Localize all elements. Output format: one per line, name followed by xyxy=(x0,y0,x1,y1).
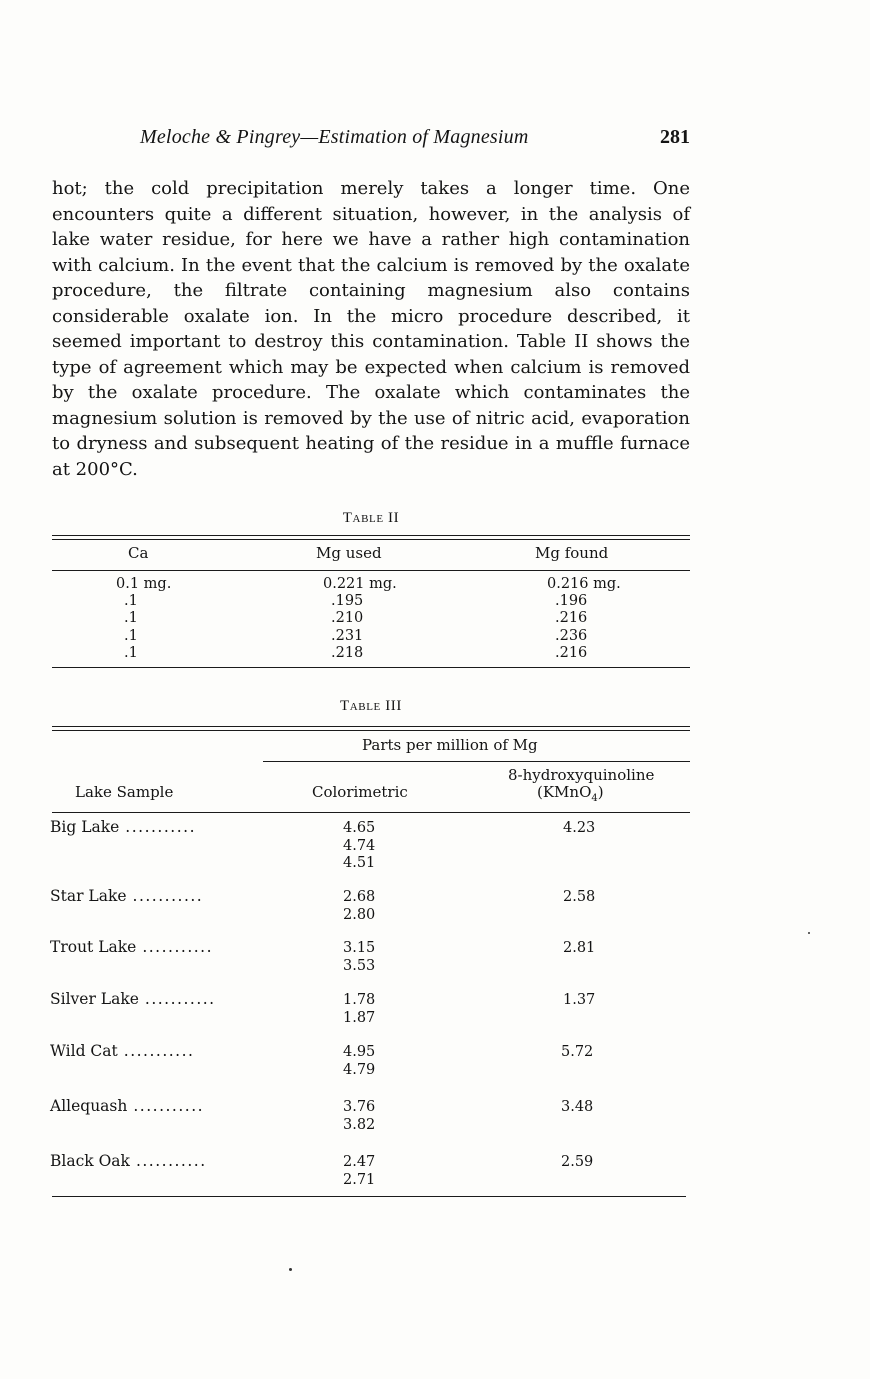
table-ii-cell: .1 xyxy=(124,610,138,627)
colorimetric-values xyxy=(343,1044,375,1079)
table-ii-cell: .216 xyxy=(555,644,588,661)
table-ii-top-rule xyxy=(52,535,690,536)
table-ii-header-rule xyxy=(52,570,690,571)
table-ii-cell: .231 xyxy=(331,627,364,644)
table-ii-cell: .1 xyxy=(124,627,138,644)
value: 3.15 xyxy=(343,940,376,956)
lake-row-star-lake xyxy=(50,887,203,905)
table-iii-header-hq-line1: 8-hydroxyquinoline xyxy=(508,766,655,784)
value: 2.47 xyxy=(343,1154,376,1170)
leader-dots: ........... xyxy=(125,818,196,836)
colorimetric-values xyxy=(343,992,375,1027)
table-ii-cell: .236 xyxy=(555,627,588,644)
leader-dots: ........... xyxy=(135,1152,207,1170)
hq-value: 4.23 xyxy=(563,820,596,836)
scan-speck xyxy=(808,932,810,934)
hq-value: 5.72 xyxy=(561,1044,594,1060)
table-iii-top-rule xyxy=(52,726,690,727)
colorimetric-values xyxy=(343,889,375,924)
table-ii-header-ca: Ca xyxy=(128,544,149,562)
lake-name: Trout Lake xyxy=(50,938,137,956)
value: 3.82 xyxy=(343,1116,376,1133)
table-ii-cell: .196 xyxy=(555,593,588,610)
lake-name: Wild Cat xyxy=(50,1042,118,1060)
value: 4.74 xyxy=(343,837,376,854)
value: 4.95 xyxy=(343,1044,376,1060)
hq-value: 2.59 xyxy=(561,1154,594,1170)
page-number: 281 xyxy=(660,126,690,148)
table-ii-col-mg-found xyxy=(547,576,621,662)
table-ii-cell: 0.1 mg. xyxy=(116,576,172,592)
table-iii-header-rule xyxy=(52,812,690,813)
scan-speck xyxy=(289,1268,292,1271)
running-title: Meloche & Pingrey—Estimation of Magnesium xyxy=(140,126,529,148)
colorimetric-values xyxy=(343,940,375,975)
table-ii-top-rule-2 xyxy=(52,539,690,540)
lake-row-trout-lake xyxy=(50,938,213,956)
table-ii-cell: .218 xyxy=(331,644,364,661)
value: 3.76 xyxy=(343,1099,376,1115)
lake-name: Big Lake xyxy=(50,818,120,836)
hq-value: 3.48 xyxy=(561,1099,594,1115)
table-ii-cell: 0.216 mg. xyxy=(547,576,621,592)
table-iii-caption: Table III xyxy=(339,698,403,714)
table-iii-header-lake: Lake Sample xyxy=(75,783,174,801)
value: 2.80 xyxy=(343,906,376,923)
table-ii-cell: 0.221 mg. xyxy=(323,576,397,592)
value: 3.53 xyxy=(343,957,376,974)
value: 2.68 xyxy=(343,889,376,905)
table-ii-cell: .216 xyxy=(555,610,588,627)
table-ii-header-mg-used: Mg used xyxy=(316,544,382,562)
table-ii-col-ca xyxy=(116,576,171,662)
colorimetric-values xyxy=(343,820,375,873)
table-ii-cell: .210 xyxy=(331,610,364,627)
value: 4.51 xyxy=(343,855,376,871)
lake-row-allequash xyxy=(50,1097,204,1115)
running-head xyxy=(52,126,690,152)
table-ii-bottom-rule xyxy=(52,667,690,668)
table-ii-caption: Table II xyxy=(342,510,400,526)
hq-value: 1.37 xyxy=(563,992,596,1008)
table-iii-group-header: Parts per million of Mg xyxy=(362,736,538,754)
leader-dots: ........... xyxy=(144,990,216,1008)
table-iii-header-colorimetric: Colorimetric xyxy=(312,783,408,801)
lake-name: Silver Lake xyxy=(50,990,139,1008)
value: 4.79 xyxy=(343,1061,376,1078)
value: 1.87 xyxy=(343,1009,376,1026)
lake-name: Star Lake xyxy=(50,887,127,905)
hq-value: 2.81 xyxy=(563,940,596,956)
body-paragraph: hot; the cold precipitation merely takes a longer time. One encounters quite a different situation, however, in the analysis of lake water residue, for here we have a rather high contamination with calcium. In the event that the calcium is removed by the oxalate procedure, the filtrate containing magnesium also contains considerable oxalate ion. In the micro procedure described, it seemed important to destroy this contamination. Table II shows the type of agreement which may be expected when calcium is removed by the oxalate procedure. The oxalate which contaminates the magnesium solution is removed by the use of nitric acid, evaporation to dryness and subsequent heating of the residue in a muffle furnace at 200°C. xyxy=(52,178,690,480)
value: 2.71 xyxy=(343,1171,376,1188)
table-ii-cell: .195 xyxy=(331,593,364,610)
table-iii-header-hq-line2 xyxy=(537,784,604,807)
colorimetric-values xyxy=(343,1099,375,1134)
value: 4.65 xyxy=(343,820,376,836)
table-iii-bottom-rule xyxy=(52,1196,686,1197)
lake-name: Black Oak xyxy=(50,1152,130,1170)
hq-formula-post: ) xyxy=(597,783,604,801)
lake-row-wild-cat xyxy=(50,1042,194,1060)
table-ii-cell: .1 xyxy=(124,593,138,610)
colorimetric-values xyxy=(343,1154,375,1189)
leader-dots: ........... xyxy=(133,1097,205,1115)
table-iii-group-rule xyxy=(263,761,690,762)
lake-row-black-oak xyxy=(50,1152,207,1170)
table-ii-header-mg-found: Mg found xyxy=(535,544,609,562)
lake-name: Allequash xyxy=(50,1097,128,1115)
hq-formula-sub: 4 xyxy=(591,793,598,804)
hq-value: 2.58 xyxy=(563,889,596,905)
table-iii-top-rule-2 xyxy=(52,730,690,731)
leader-dots: ........... xyxy=(132,887,204,905)
leader-dots: ........... xyxy=(142,938,214,956)
leader-dots: ........... xyxy=(123,1042,195,1060)
lake-row-silver-lake xyxy=(50,990,216,1008)
hq-formula-pre: (KMnO xyxy=(537,783,592,801)
table-ii-col-mg-used xyxy=(323,576,397,662)
table-ii-cell: .1 xyxy=(124,644,138,661)
lake-row-big-lake xyxy=(50,818,196,836)
value: 1.78 xyxy=(343,992,376,1008)
